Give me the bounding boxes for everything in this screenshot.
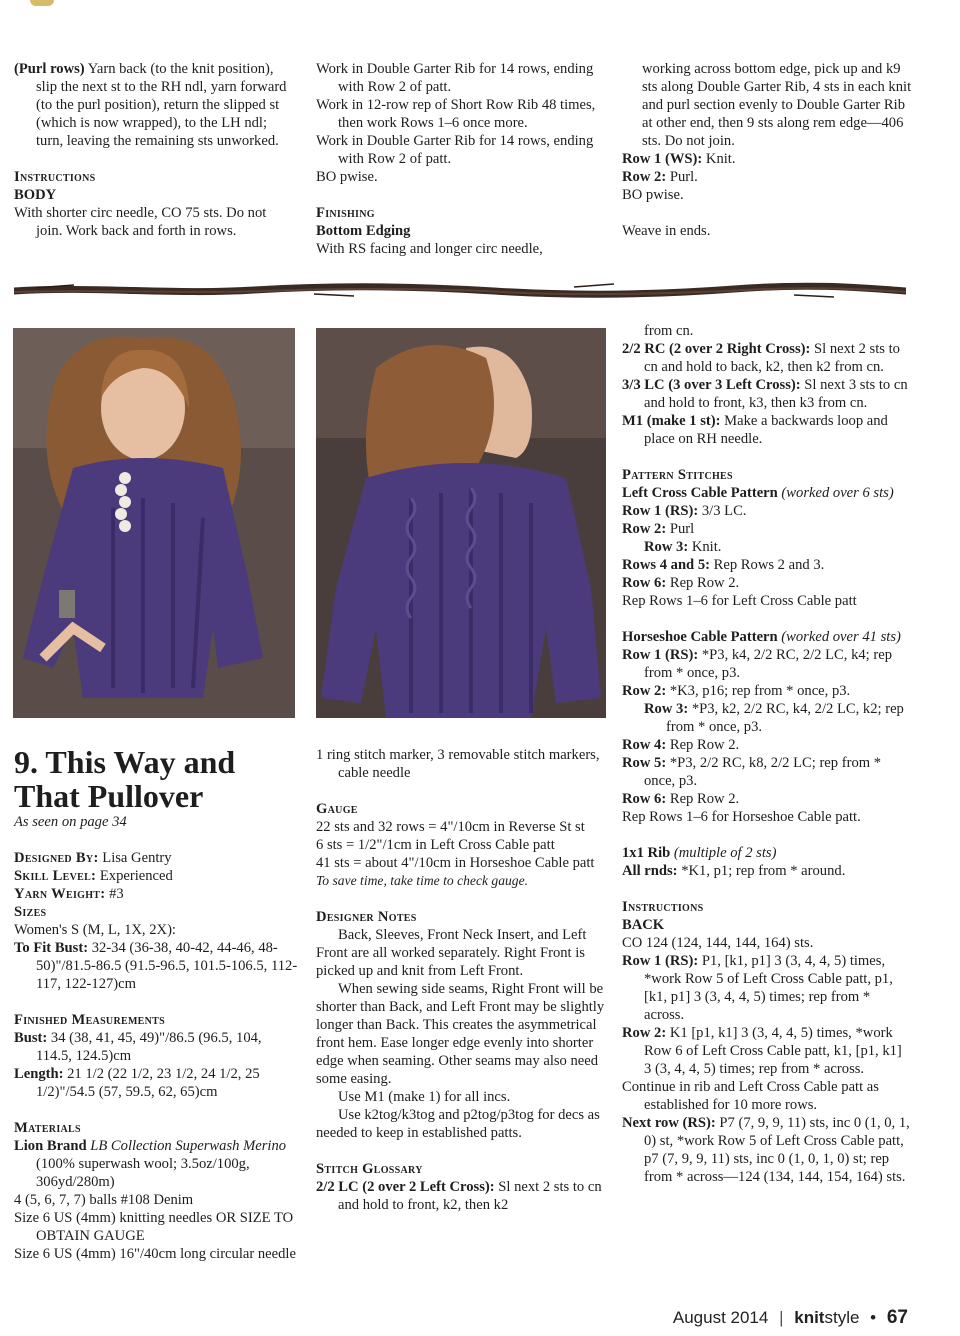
horseshoe-cable-label: Horseshoe Cable Pattern: [622, 629, 778, 645]
lc-row-2-text: Purl: [666, 521, 695, 537]
short-row-rib: Work in 12-row rep of Short Row Rib 48 times, then work Rows 1–6 once more.: [316, 97, 596, 131]
double-garter-rib-1: Work in Double Garter Rib for 14 rows, ending with Row 2 of patt.: [316, 61, 594, 95]
edging-row-1-text: Knit.: [702, 151, 736, 167]
purl-rows-paragraph: [14, 60, 296, 150]
designer-note-2: When sewing side seams, Right Front will be shorter than Back, and Left Front may be slightly longer than Back. This creates the asymmetrical front hem. Ease longer edge evenly into shorter edge when seaming. Other seams may also need some easing.: [316, 981, 605, 1087]
lc-row-2-label: Row 2:: [622, 521, 667, 537]
hs-row-4-label: Row 4:: [622, 737, 667, 753]
bind-off-text: BO pwise.: [316, 169, 378, 185]
model-photo-front: [13, 328, 295, 718]
hs-row-6-label: Row 6:: [622, 791, 667, 807]
left-cross-cable-note: (worked over 6 sts): [777, 485, 894, 501]
material-circular-needle: Size 6 US (4mm) 16"/40cm long circular needle: [14, 1246, 296, 1262]
yarn-name: LB Collection Superwash Merino: [86, 1138, 287, 1154]
yarn-weight-value: #3: [105, 886, 124, 902]
corner-decoration: [30, 0, 54, 6]
lc-row-3-text: Knit.: [688, 539, 722, 555]
footer-bullet: •: [870, 1308, 877, 1327]
model-photo-back: [316, 328, 606, 718]
rib-label: 1x1 Rib: [622, 845, 671, 861]
magazine-brand-style: style: [824, 1308, 860, 1327]
material-markers: 1 ring stitch marker, 3 removable stitch markers, cable needle: [316, 747, 600, 781]
hs-row-2-text: *K3, p16; rep from * once, p3.: [666, 683, 851, 699]
instructions-heading: Instructions: [14, 169, 96, 185]
designer-note-1: Back, Sleeves, Front Neck Insert, and Left Front are all worked separately. Right Front is picked up and knit from Left Front.: [316, 927, 587, 979]
hs-repeat: Rep Rows 1–6 for Horseshoe Cable patt.: [622, 809, 861, 825]
bust-value: 34 (38, 41, 45, 49)"/86.5 (96.5, 104, 114.5, 124.5)cm: [36, 1030, 262, 1064]
gauge-notes-column: [316, 746, 606, 1214]
glossary-3-3-lc-label: 3/3 LC (3 over 3 Left Cross):: [622, 377, 801, 393]
purl-rows-label: (Purl rows): [14, 61, 85, 77]
hs-row-6: [622, 790, 912, 808]
finishing-heading: Finishing: [316, 205, 375, 221]
lc-row-1-text: 3/3 LC.: [698, 503, 747, 519]
materials-heading: Materials: [14, 1120, 81, 1136]
glossary-m1-label: M1 (make 1 st):: [622, 413, 721, 429]
lc-row-1: [622, 502, 912, 520]
yarn-details: (100% superwash wool; 3.5oz/100g, 306yd/280m): [36, 1156, 250, 1190]
edging-row-1: [622, 150, 912, 168]
glossary-2-2-rc: [622, 340, 912, 376]
pattern-info-column: [14, 745, 300, 1263]
footer-separator: |: [779, 1308, 784, 1327]
horseshoe-cable-note: (worked over 41 sts): [777, 629, 901, 645]
horseshoe-cable-title: [622, 628, 912, 646]
lc-row-6: [622, 574, 912, 592]
page-footer: [673, 1307, 908, 1329]
rib-title: [622, 844, 912, 862]
left-cross-cable-label: Left Cross Cable Pattern: [622, 485, 778, 501]
glossary-m1: [622, 412, 912, 448]
rib-all-rounds-label: All rnds:: [622, 863, 678, 879]
bottom-edging-text: With RS facing and longer circ needle,: [316, 241, 543, 257]
lc-rows-4-5-label: Rows 4 and 5:: [622, 557, 710, 573]
back-cast-on: CO 124 (124, 144, 144, 164) sts.: [622, 935, 814, 951]
gauge-tip: To save time, take time to check gauge.: [316, 873, 529, 888]
hs-row-4-text: Rep Row 2.: [666, 737, 740, 753]
bust-measurement: [14, 1029, 300, 1065]
back-continue: Continue in rib and Left Cross Cable patt as established for 10 more rows.: [622, 1079, 879, 1113]
hs-row-2: [622, 682, 912, 700]
hs-row-5-label: Row 5:: [622, 755, 667, 771]
finished-measurements-heading: Finished Measurements: [14, 1012, 166, 1028]
back-heading: BACK: [622, 917, 665, 933]
skill-level-label: Skill Level:: [14, 868, 97, 884]
gauge-reverse-st: 22 sts and 32 rows = 4"/10cm in Reverse St st: [316, 819, 585, 835]
body-heading: BODY: [14, 187, 57, 203]
glossary-2-2-rc-text: Sl next 2 sts to cn and hold to back, k2, then k2 from cn.: [644, 341, 900, 375]
lc-row-1-label: Row 1 (RS):: [622, 503, 699, 519]
photo-front-illustration: [13, 328, 295, 718]
glossary-continued: from cn.: [644, 323, 694, 339]
back-row-1-text: P1, [k1, p1] 3 (3, 4, 4, 5) times, *work Row 5 of Left Cross Cable patt, p1, [k1, p1] 3 (3, 4, 4, 5) times; rep from * across.: [644, 953, 893, 1023]
hs-row-1: [622, 646, 912, 682]
back-row-2-label: Row 2:: [622, 1025, 667, 1041]
gauge-left-cross: 6 sts = 1/2"/1cm in Left Cross Cable patt: [316, 837, 555, 853]
length-label: Length:: [14, 1066, 64, 1082]
yarn-weight: [14, 885, 300, 903]
edging-bind-off: BO pwise.: [622, 187, 684, 203]
rib-all-rounds-text: *K1, p1; rep from * around.: [677, 863, 846, 879]
edging-row-2: [622, 168, 912, 186]
instructions-heading-2: Instructions: [622, 899, 704, 915]
body-text: With shorter circ needle, CO 75 sts. Do not join. Work back and forth in rows.: [14, 205, 267, 239]
hs-row-3-text: *P3, k2, 2/2 RC, k4, 2/2 LC, k2; rep from * once, p3.: [666, 701, 904, 735]
skill-level-value: Experienced: [96, 868, 173, 884]
to-fit-bust: [14, 939, 300, 993]
as-seen-on: As seen on page 34: [14, 814, 127, 830]
page-number: 67: [886, 1307, 908, 1328]
lc-row-3-label: Row 3:: [644, 539, 689, 555]
bottom-edging-heading: Bottom Edging: [316, 223, 411, 239]
designer-note-3: Use M1 (make 1) for all incs.: [338, 1089, 511, 1105]
back-row-1: [622, 952, 912, 1024]
issue-date: August 2014: [672, 1308, 769, 1327]
designed-by-value: Lisa Gentry: [98, 850, 172, 866]
pattern-stitches-heading: Pattern Stitches: [622, 467, 733, 483]
length-measurement: [14, 1065, 300, 1101]
top-column-3: [622, 60, 912, 240]
sizes-text: Women's S (M, L, 1X, 2X):: [14, 922, 176, 938]
lc-row-6-text: Rep Row 2.: [666, 575, 740, 591]
glossary-3-3-lc-text: Sl next 3 sts to cn and hold to front, k3, then k3 from cn.: [644, 377, 908, 411]
gauge-horseshoe: 41 sts = about 4"/10cm in Horseshoe Cable patt: [316, 855, 595, 871]
edging-row-2-text: Purl.: [666, 169, 698, 185]
material-balls: 4 (5, 6, 7, 7) balls #108 Denim: [14, 1192, 194, 1208]
back-row-2-text: K1 [p1, k1] 3 (3, 4, 4, 5) times, *work Row 6 of Left Cross Cable patt, k1, [p1, k1] 3 (3, 4, 4, 5) times; rep from * across.: [644, 1025, 902, 1077]
hs-row-4: [622, 736, 912, 754]
hs-row-1-text: *P3, k4, 2/2 RC, 2/2 LC, k4; rep from * once, p3.: [644, 647, 892, 681]
glossary-3-3-lc: [622, 376, 912, 412]
lc-row-2: [622, 520, 912, 538]
lc-row-6-label: Row 6:: [622, 575, 667, 591]
pattern-title: 9. This Way and That Pullover: [14, 744, 236, 814]
stitch-glossary-heading: Stitch Glossary: [316, 1161, 423, 1177]
lc-rows-4-5: [622, 556, 912, 574]
hs-row-1-label: Row 1 (RS):: [622, 647, 699, 663]
designer-note-4: Use k2tog/k3tog and p2tog/p3tog for decs as needed to keep in established patts.: [316, 1107, 600, 1141]
lc-repeat: Rep Rows 1–6 for Left Cross Cable patt: [622, 593, 857, 609]
yarn-brand: Lion Brand: [14, 1138, 87, 1154]
double-garter-rib-2: Work in Double Garter Rib for 14 rows, ending with Row 2 of patt.: [316, 133, 594, 167]
glossary-m1-text: Make a backwards loop and place on RH needle.: [644, 413, 888, 447]
lc-rows-4-5-text: Rep Rows 2 and 3.: [709, 557, 825, 573]
skill-level: [14, 867, 300, 885]
back-row-2: [622, 1024, 912, 1078]
designed-by-label: Designed By:: [14, 850, 99, 866]
to-fit-bust-label: To Fit Bust:: [14, 940, 89, 956]
designer-notes-heading: Designer Notes: [316, 909, 417, 925]
hs-row-6-text: Rep Row 2.: [666, 791, 740, 807]
back-next-row: [622, 1114, 912, 1186]
glossary-2-2-rc-label: 2/2 RC (2 over 2 Right Cross):: [622, 341, 811, 357]
magazine-brand-knit: knit: [794, 1308, 825, 1327]
glossary-2-2-lc: [316, 1178, 606, 1214]
weave-in-ends: Weave in ends.: [622, 223, 711, 239]
stitch-patterns-column: [622, 322, 912, 1186]
top-column-1: [14, 60, 296, 240]
length-value: 21 1/2 (22 1/2, 23 1/2, 24 1/2, 25 1/2)"/54.5 (57, 59.5, 62, 65)cm: [36, 1066, 260, 1100]
edging-row-1-label: Row 1 (WS):: [622, 151, 703, 167]
designed-by: [14, 849, 300, 867]
hs-row-3-label: Row 3:: [644, 701, 689, 717]
to-fit-bust-value: 32-34 (36-38, 40-42, 44-46, 48-50)"/81.5-86.5 (91.5-96.5, 101.5-106.5, 112-117, 122-127)cm: [36, 940, 298, 992]
hs-row-3: [622, 700, 912, 736]
material-needles: Size 6 US (4mm) knitting needles OR SIZE TO OBTAIN GAUGE: [14, 1210, 294, 1244]
left-cross-cable-title: [622, 484, 912, 502]
material-yarn: [14, 1137, 300, 1191]
lc-row-3: [622, 538, 912, 556]
back-row-1-label: Row 1 (RS):: [622, 953, 699, 969]
bust-label: Bust:: [14, 1030, 48, 1046]
back-next-row-label: Next row (RS):: [622, 1115, 716, 1131]
gauge-heading: Gauge: [316, 801, 358, 817]
rib-note: (multiple of 2 sts): [670, 845, 777, 861]
yarn-weight-label: Yarn Weight:: [14, 886, 106, 902]
purl-rows-text: Yarn back (to the knit position), slip the next st to the RH ndl, yarn forward (to the purl position), return the slipped st (which is now wrapped), to the LH ndl; turn, leaving the remaining sts unworked.: [36, 61, 287, 149]
top-column-2: [316, 60, 606, 258]
hs-row-2-label: Row 2:: [622, 683, 667, 699]
glossary-2-2-lc-label: 2/2 LC (2 over 2 Left Cross):: [316, 1179, 495, 1195]
back-next-row-text: P7 (7, 9, 9, 11) sts, inc 0 (1, 0, 1, 0) st, *work Row 5 of Left Cross Cable patt, p7 (7, 9, 9, 11) sts, inc 0 (1, 0, 1, 0) st; rep from * across—124 (134, 144, 154, 164) sts.: [644, 1115, 910, 1185]
glossary-2-2-lc-text: Sl next 2 sts to cn and hold to front, k2, then k2: [338, 1179, 602, 1213]
rib-all-rounds: [622, 862, 912, 880]
photo-back-illustration: [316, 328, 606, 718]
hs-row-5: [622, 754, 912, 790]
hs-row-5-text: *P3, 2/2 RC, k8, 2/2 LC; rep from * once, p3.: [644, 755, 882, 789]
edging-row-2-label: Row 2:: [622, 169, 667, 185]
yarn-divider: [14, 280, 906, 300]
pick-up-text: working across bottom edge, pick up and k9 sts along Double Garter Rib, 4 sts in each knit and purl section evenly to Double Garter Rib at other end, then 9 sts along rem edge—406 sts. Do not join.: [642, 61, 912, 149]
sizes-heading: Sizes: [14, 904, 47, 920]
